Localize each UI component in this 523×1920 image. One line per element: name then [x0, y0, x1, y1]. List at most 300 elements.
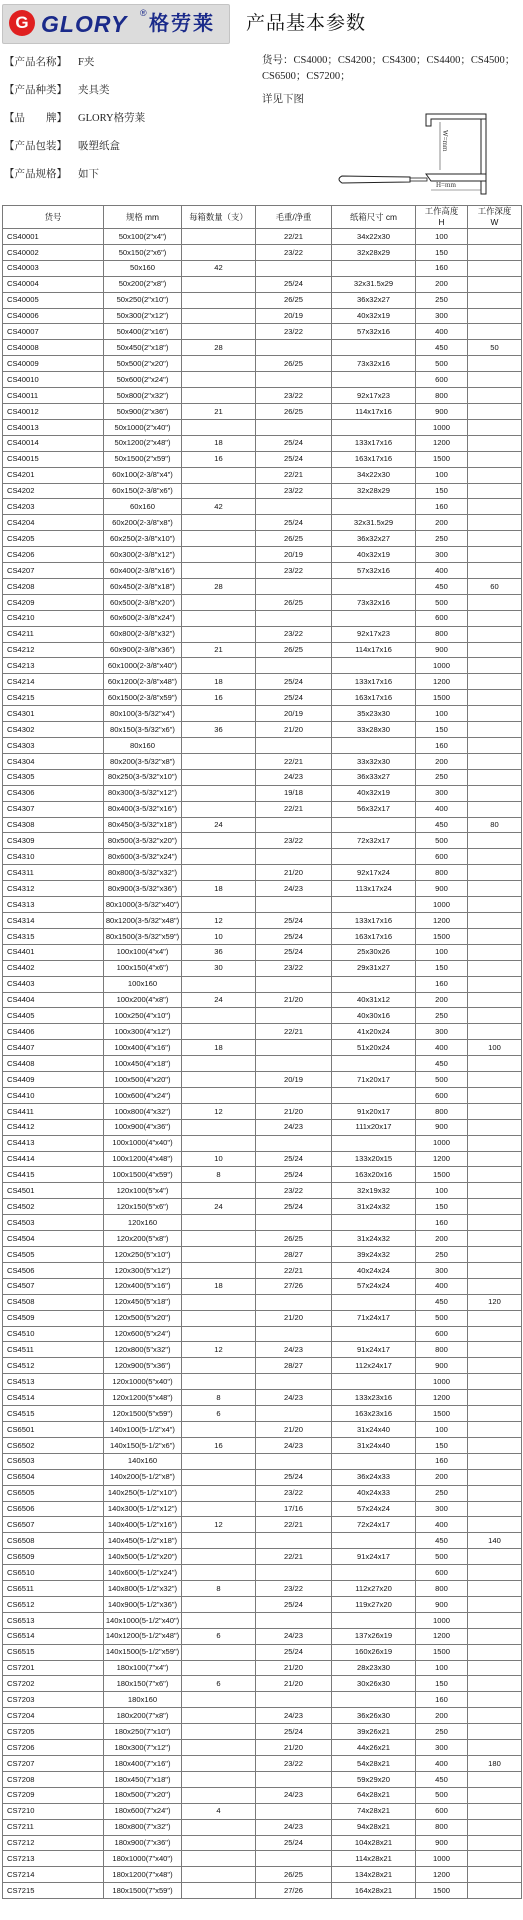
qty-cell — [182, 753, 256, 769]
model-cell: CS4507 — [3, 1278, 104, 1294]
spec-cell: 100x450(4"x18") — [104, 1056, 182, 1072]
qty-cell — [182, 1262, 256, 1278]
table-row — [3, 1787, 522, 1803]
depth-cell — [468, 356, 522, 372]
depth-cell — [468, 1803, 522, 1819]
depth-cell — [468, 865, 522, 881]
spec-cell: 180x1000(7"x40") — [104, 1851, 182, 1867]
height-cell: 600 — [416, 1803, 468, 1819]
height-cell: 1500 — [416, 1167, 468, 1183]
model-cell: CS40009 — [3, 356, 104, 372]
carton-cell: 71x20x17 — [332, 1072, 416, 1088]
depth-cell — [468, 308, 522, 324]
weight-cell: 26/25 — [256, 531, 332, 547]
model-cell: CS4503 — [3, 1215, 104, 1231]
spec-cell: 80x400(3-5/32"x16") — [104, 801, 182, 817]
depth-cell: 180 — [468, 1756, 522, 1772]
weight-cell: 25/24 — [256, 944, 332, 960]
weight-cell: 23/22 — [256, 563, 332, 579]
carton-cell: 40x31x12 — [332, 992, 416, 1008]
carton-cell: 57x32x16 — [332, 563, 416, 579]
weight-cell: 22/21 — [256, 753, 332, 769]
qty-cell — [182, 1310, 256, 1326]
height-cell: 450 — [416, 1294, 468, 1310]
table-row — [3, 1326, 522, 1342]
weight-cell: 24/23 — [256, 1390, 332, 1406]
spec-table-body — [3, 229, 522, 1899]
depth-cell: 80 — [468, 817, 522, 833]
model-cell: CS4307 — [3, 801, 104, 817]
weight-cell — [256, 1215, 332, 1231]
spec-cell: 50x600(2"x24") — [104, 372, 182, 388]
table-row — [3, 547, 522, 563]
qty-cell — [182, 1056, 256, 1072]
qty-cell: 16 — [182, 1437, 256, 1453]
spec-cell: 140x800(5-1/2"x32") — [104, 1581, 182, 1597]
model-cell: CS40001 — [3, 229, 104, 245]
qty-cell: 6 — [182, 1406, 256, 1422]
model-cell: CS4405 — [3, 1008, 104, 1024]
spec-cell: 140x1200(5-1/2"x48") — [104, 1628, 182, 1644]
height-cell: 600 — [416, 1087, 468, 1103]
qty-cell: 24 — [182, 817, 256, 833]
carton-cell: 36x33x27 — [332, 769, 416, 785]
height-cell: 250 — [416, 1485, 468, 1501]
qty-cell — [182, 1453, 256, 1469]
depth-cell — [468, 1374, 522, 1390]
weight-cell: 24/23 — [256, 1787, 332, 1803]
height-cell: 400 — [416, 563, 468, 579]
table-row — [3, 1708, 522, 1724]
spec-cell: 100x400(4"x16") — [104, 1040, 182, 1056]
model-cell: CS40005 — [3, 292, 104, 308]
weight-cell: 24/23 — [256, 1708, 332, 1724]
weight-cell: 25/24 — [256, 1469, 332, 1485]
weight-cell: 23/22 — [256, 388, 332, 404]
model-cell: CS4212 — [3, 642, 104, 658]
spec-cell: 100x1000(4"x40") — [104, 1135, 182, 1151]
qty-cell — [182, 1644, 256, 1660]
model-cell: CS40006 — [3, 308, 104, 324]
model-cell: CS4505 — [3, 1247, 104, 1263]
model-cell: CS4512 — [3, 1358, 104, 1374]
weight-cell: 26/25 — [256, 1231, 332, 1247]
weight-cell — [256, 1056, 332, 1072]
qty-cell — [182, 1469, 256, 1485]
spec-cell: 60x1200(2-3/8"x48") — [104, 674, 182, 690]
spec-cell: 180x450(7"x18") — [104, 1771, 182, 1787]
depth-cell — [468, 1581, 522, 1597]
info-package — [4, 140, 120, 154]
height-cell: 800 — [416, 1581, 468, 1597]
model-cell: CS4510 — [3, 1326, 104, 1342]
weight-cell: 23/22 — [256, 1485, 332, 1501]
qty-cell: 6 — [182, 1628, 256, 1644]
height-cell: 1200 — [416, 435, 468, 451]
depth-cell — [468, 738, 522, 754]
height-cell: 200 — [416, 515, 468, 531]
info-label: 【产品规格】 — [4, 169, 67, 180]
model-cell: CS6504 — [3, 1469, 104, 1485]
depth-cell — [468, 1024, 522, 1040]
spec-cell: 180x100(7"x4") — [104, 1660, 182, 1676]
carton-cell: 44x26x21 — [332, 1740, 416, 1756]
table-row — [3, 1135, 522, 1151]
model-cell: CS6508 — [3, 1533, 104, 1549]
depth-cell — [468, 1119, 522, 1135]
info-label: 【产品名称】 — [4, 57, 67, 68]
qty-cell — [182, 1692, 256, 1708]
spec-cell: 100x200(4"x8") — [104, 992, 182, 1008]
weight-cell: 21/20 — [256, 1103, 332, 1119]
spec-cell: 120x500(5"x20") — [104, 1310, 182, 1326]
weight-cell: 24/23 — [256, 1437, 332, 1453]
carton-cell: 54x28x21 — [332, 1756, 416, 1772]
qty-cell — [182, 1835, 256, 1851]
spec-cell: 140x100(5-1/2"x4") — [104, 1421, 182, 1437]
depth-cell — [468, 467, 522, 483]
height-cell: 400 — [416, 1517, 468, 1533]
depth-cell — [468, 1819, 522, 1835]
depth-cell — [468, 722, 522, 738]
weight-cell: 25/24 — [256, 1644, 332, 1660]
carton-cell: 113x17x24 — [332, 881, 416, 897]
height-cell: 400 — [416, 801, 468, 817]
height-cell: 450 — [416, 817, 468, 833]
depth-cell — [468, 1485, 522, 1501]
spec-cell: 50x900(2"x36") — [104, 403, 182, 419]
table-row — [3, 769, 522, 785]
model-cell: CS4413 — [3, 1135, 104, 1151]
carton-cell: 91x24x17 — [332, 1549, 416, 1565]
weight-cell — [256, 1406, 332, 1422]
table-row — [3, 1294, 522, 1310]
depth-cell — [468, 1008, 522, 1024]
depth-cell — [468, 1708, 522, 1724]
table-row — [3, 1501, 522, 1517]
table-row — [3, 1469, 522, 1485]
table-row — [3, 674, 522, 690]
weight-cell: 26/25 — [256, 403, 332, 419]
carton-cell — [332, 738, 416, 754]
height-cell: 300 — [416, 785, 468, 801]
depth-cell — [468, 976, 522, 992]
depth-cell — [468, 1883, 522, 1899]
model-cell: CS7202 — [3, 1676, 104, 1692]
height-cell: 500 — [416, 833, 468, 849]
model-cell: CS6509 — [3, 1549, 104, 1565]
height-cell: 100 — [416, 1660, 468, 1676]
info-product-category — [4, 84, 110, 98]
depth-cell — [468, 1151, 522, 1167]
table-row — [3, 1119, 522, 1135]
carton-cell: 133x23x16 — [332, 1390, 416, 1406]
weight-cell: 27/26 — [256, 1883, 332, 1899]
model-cell: CS7215 — [3, 1883, 104, 1899]
weight-cell: 21/20 — [256, 1310, 332, 1326]
weight-cell: 23/22 — [256, 1183, 332, 1199]
model-cell: CS7204 — [3, 1708, 104, 1724]
weight-cell: 22/21 — [256, 1262, 332, 1278]
height-cell: 500 — [416, 1072, 468, 1088]
carton-cell: 57x32x16 — [332, 324, 416, 340]
spec-cell: 80x160 — [104, 738, 182, 754]
depth-cell — [468, 1437, 522, 1453]
table-row — [3, 1581, 522, 1597]
col-header-carton: 纸箱尺寸 cm — [332, 206, 416, 229]
height-cell: 150 — [416, 1437, 468, 1453]
height-cell: 200 — [416, 992, 468, 1008]
carton-cell: 31x24x40 — [332, 1421, 416, 1437]
model-cell: CS4415 — [3, 1167, 104, 1183]
carton-cell — [332, 340, 416, 356]
col-header-depth: 工作深度 W — [468, 206, 522, 229]
qty-cell — [182, 1215, 256, 1231]
spec-cell: 180x160 — [104, 1692, 182, 1708]
carton-cell: 94x28x21 — [332, 1819, 416, 1835]
model-cell: CS6505 — [3, 1485, 104, 1501]
carton-cell: 133x17x16 — [332, 435, 416, 451]
depth-cell — [468, 276, 522, 292]
qty-cell: 8 — [182, 1390, 256, 1406]
qty-cell — [182, 1485, 256, 1501]
height-cell: 900 — [416, 1358, 468, 1374]
model-cell: CS6506 — [3, 1501, 104, 1517]
qty-cell — [182, 1183, 256, 1199]
spec-cell: 50x250(2"x10") — [104, 292, 182, 308]
height-cell: 1500 — [416, 1883, 468, 1899]
depth-cell — [468, 944, 522, 960]
spec-cell: 120x600(5"x24") — [104, 1326, 182, 1342]
table-row — [3, 897, 522, 913]
model-cell: CS4202 — [3, 483, 104, 499]
model-cell: CS4214 — [3, 674, 104, 690]
carton-cell — [332, 1215, 416, 1231]
height-cell: 1200 — [416, 1151, 468, 1167]
spec-cell: 100x500(4"x20") — [104, 1072, 182, 1088]
page-header — [0, 0, 523, 46]
height-cell: 800 — [416, 865, 468, 881]
qty-cell — [182, 547, 256, 563]
carton-cell — [332, 1326, 416, 1342]
weight-cell — [256, 340, 332, 356]
qty-cell — [182, 1883, 256, 1899]
spec-cell: 140x160 — [104, 1453, 182, 1469]
model-cell: CS4501 — [3, 1183, 104, 1199]
spec-cell: 50x200(2"x8") — [104, 276, 182, 292]
qty-cell: 16 — [182, 690, 256, 706]
spec-cell: 100x1500(4"x59") — [104, 1167, 182, 1183]
height-cell: 1200 — [416, 1867, 468, 1883]
carton-cell: 31x24x32 — [332, 1199, 416, 1215]
qty-cell: 30 — [182, 960, 256, 976]
carton-cell: 33x32x30 — [332, 753, 416, 769]
weight-cell: 22/21 — [256, 801, 332, 817]
info-value: 夹具类 — [78, 85, 110, 96]
depth-cell — [468, 1103, 522, 1119]
height-cell: 600 — [416, 610, 468, 626]
qty-cell: 10 — [182, 928, 256, 944]
height-cell: 250 — [416, 769, 468, 785]
model-cell: CS40014 — [3, 435, 104, 451]
height-cell: 900 — [416, 1119, 468, 1135]
weight-cell: 21/20 — [256, 992, 332, 1008]
carton-cell — [332, 1087, 416, 1103]
qty-cell: 36 — [182, 722, 256, 738]
table-row — [3, 1692, 522, 1708]
height-cell: 300 — [416, 1501, 468, 1517]
qty-cell — [182, 1024, 256, 1040]
table-row — [3, 1565, 522, 1581]
qty-cell — [182, 1565, 256, 1581]
qty-cell — [182, 276, 256, 292]
spec-cell: 50x1200(2"x48") — [104, 435, 182, 451]
carton-cell: 160x26x19 — [332, 1644, 416, 1660]
spec-cell: 60x250(2-3/8"x10") — [104, 531, 182, 547]
spec-cell: 120x160 — [104, 1215, 182, 1231]
weight-cell — [256, 419, 332, 435]
weight-cell — [256, 849, 332, 865]
weight-cell — [256, 499, 332, 515]
info-brand — [4, 112, 145, 126]
depth-cell — [468, 547, 522, 563]
depth-cell — [468, 1262, 522, 1278]
carton-cell: 119x27x20 — [332, 1596, 416, 1612]
model-cell: CS7205 — [3, 1724, 104, 1740]
carton-cell — [332, 1056, 416, 1072]
weight-cell: 24/23 — [256, 769, 332, 785]
weight-cell: 25/24 — [256, 1199, 332, 1215]
carton-cell: 114x17x16 — [332, 403, 416, 419]
spec-cell: 80x1500(3-5/32"x59") — [104, 928, 182, 944]
spec-cell: 60x400(2-3/8"x16") — [104, 563, 182, 579]
logo-chinese-name: 格劳莱 — [149, 13, 215, 35]
weight-cell — [256, 1692, 332, 1708]
weight-cell: 22/21 — [256, 467, 332, 483]
spec-cell: 140x300(5-1/2"x12") — [104, 1501, 182, 1517]
height-cell: 450 — [416, 1056, 468, 1072]
carton-cell — [332, 1374, 416, 1390]
table-row — [3, 1628, 522, 1644]
depth-cell — [468, 849, 522, 865]
height-cell: 500 — [416, 356, 468, 372]
depth-cell — [468, 531, 522, 547]
model-cell: CS7203 — [3, 1692, 104, 1708]
table-row — [3, 1390, 522, 1406]
spec-cell: 140x1500(5-1/2"x59") — [104, 1644, 182, 1660]
qty-cell — [182, 1358, 256, 1374]
table-row — [3, 1087, 522, 1103]
model-cell: CS4314 — [3, 912, 104, 928]
col-header-height: 工作高度 H — [416, 206, 468, 229]
table-row — [3, 1740, 522, 1756]
model-cell: CS4514 — [3, 1390, 104, 1406]
qty-cell: 16 — [182, 451, 256, 467]
model-cell: CS4502 — [3, 1199, 104, 1215]
spec-cell: 180x800(7"x32") — [104, 1819, 182, 1835]
table-row — [3, 1596, 522, 1612]
depth-cell — [468, 1724, 522, 1740]
table-row — [3, 1660, 522, 1676]
weight-cell: 19/18 — [256, 785, 332, 801]
carton-cell — [332, 897, 416, 913]
depth-cell — [468, 769, 522, 785]
qty-cell: 8 — [182, 1167, 256, 1183]
spec-cell: 50x450(2"x18") — [104, 340, 182, 356]
table-row — [3, 531, 522, 547]
qty-cell — [182, 244, 256, 260]
carton-cell: 133x20x15 — [332, 1151, 416, 1167]
depth-cell — [468, 1612, 522, 1628]
height-cell: 1500 — [416, 1644, 468, 1660]
weight-cell: 25/24 — [256, 1724, 332, 1740]
qty-cell — [182, 1771, 256, 1787]
carton-cell: 163x20x16 — [332, 1167, 416, 1183]
model-cell: CS4204 — [3, 515, 104, 531]
carton-cell: 32x31.5x29 — [332, 515, 416, 531]
depth-cell — [468, 610, 522, 626]
depth-cell: 60 — [468, 578, 522, 594]
h-dimension-label: H=mm — [436, 181, 456, 189]
carton-cell: 28x23x30 — [332, 1660, 416, 1676]
weight-cell: 25/24 — [256, 1835, 332, 1851]
depth-cell — [468, 1787, 522, 1803]
weight-cell: 26/25 — [256, 594, 332, 610]
carton-cell: 71x24x17 — [332, 1310, 416, 1326]
qty-cell — [182, 388, 256, 404]
height-cell: 160 — [416, 1453, 468, 1469]
carton-cell: 133x17x16 — [332, 674, 416, 690]
table-row — [3, 594, 522, 610]
qty-cell — [182, 1008, 256, 1024]
clamp-bar — [481, 114, 486, 194]
depth-cell — [468, 658, 522, 674]
weight-cell — [256, 372, 332, 388]
depth-cell — [468, 1342, 522, 1358]
weight-cell — [256, 1374, 332, 1390]
spec-cell: 80x250(3-5/32"x10") — [104, 769, 182, 785]
model-cell: CS40010 — [3, 372, 104, 388]
spec-cell: 140x500(5-1/2"x20") — [104, 1549, 182, 1565]
weight-cell — [256, 1135, 332, 1151]
table-row — [3, 1437, 522, 1453]
weight-cell: 25/24 — [256, 1596, 332, 1612]
table-row — [3, 1883, 522, 1899]
carton-cell: 34x22x30 — [332, 467, 416, 483]
depth-cell: 100 — [468, 1040, 522, 1056]
table-row — [3, 785, 522, 801]
spec-cell: 50x1000(2"x40") — [104, 419, 182, 435]
table-row — [3, 944, 522, 960]
weight-cell — [256, 1294, 332, 1310]
table-row — [3, 1851, 522, 1867]
table-row — [3, 1803, 522, 1819]
height-cell: 1200 — [416, 1628, 468, 1644]
carton-cell: 29x31x27 — [332, 960, 416, 976]
qty-cell — [182, 1867, 256, 1883]
spec-cell: 120x300(5"x12") — [104, 1262, 182, 1278]
model-cell: CS4403 — [3, 976, 104, 992]
spec-cell: 50x1500(2"x59") — [104, 451, 182, 467]
weight-cell: 25/24 — [256, 928, 332, 944]
model-cell: CS4312 — [3, 881, 104, 897]
height-cell: 250 — [416, 1247, 468, 1263]
height-cell: 200 — [416, 1469, 468, 1485]
spec-cell: 80x450(3-5/32"x18") — [104, 817, 182, 833]
qty-cell — [182, 785, 256, 801]
qty-cell — [182, 356, 256, 372]
depth-cell — [468, 1501, 522, 1517]
